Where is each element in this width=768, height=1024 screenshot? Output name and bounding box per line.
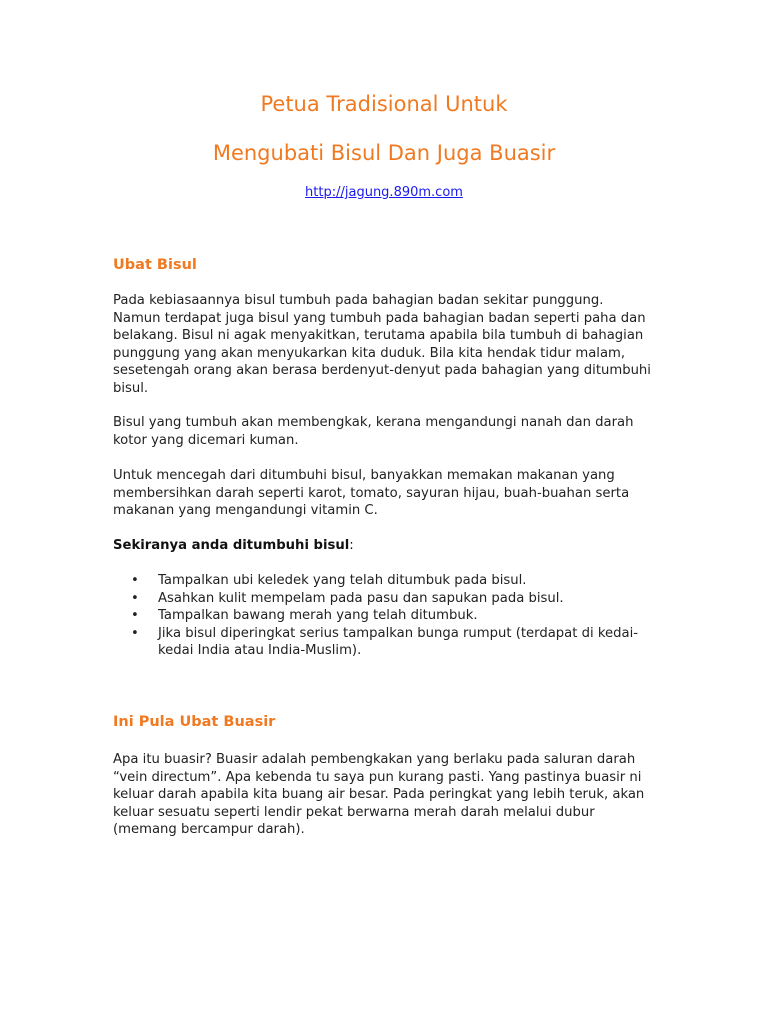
list-item: • Tampalkan ubi keledek yang telah ditumbuk pada bisul. — [131, 572, 661, 590]
section-heading-ubat-buasir: Ini Pula Ubat Buasir — [113, 714, 276, 730]
treatment-subheading — [113, 537, 354, 555]
paragraph-bisul-swelling: Bisul yang tumbuh akan membengkak, kerana mengandungi nanah dan darah kotor yang dicemari kuman. — [113, 415, 634, 448]
list-item: • Tampalkan bawang merah yang telah ditumbuk. — [131, 607, 661, 625]
document-title-line2: Mengubati Bisul Dan Juga Buasir — [212, 141, 556, 165]
paragraph-bisul-prevention: Untuk mencegah dari ditumbuhi bisul, banyakkan memakan makanan yang membersihkan darah seperti karot, tomato, sayuran hijau, buah-buahan serta makanan yang mengandungi vitamin C. — [113, 468, 630, 518]
treatment-subheading-colon: : — [349, 538, 354, 553]
treatment-list — [131, 572, 661, 660]
paragraph-buasir: Apa itu buasir? Buasir adalah pembengkakan yang berlaku pada saluran darah “vein directum”. Apa kebenda tu saya pun kurang pasti. Yang pastinya buasir ni keluar darah apabila kita buang air besar. Pada peringkat yang lebih teruk, akan keluar sesuatu seperti lendir pekat berwarna merah darah melalui dubur (memang bercampur darah). — [113, 752, 645, 837]
website-link[interactable]: http://jagung.890m.com — [305, 185, 463, 200]
section-heading-ubat-bisul: Ubat Bisul — [113, 257, 197, 273]
document-title-line1: Petua Tradisional Untuk — [260, 92, 508, 116]
treatment-subheading-text: Sekiranya anda ditumbuhi bisul — [113, 538, 350, 553]
paragraph-bisul-intro: Pada kebiasaannya bisul tumbuh pada bahagian badan sekitar punggung. Namun terdapat juga bisul yang tumbuh pada bahagian badan seperti paha dan belakang. Bisul ni agak menyakitkan, terutama apabila bila tumbuh di bahagian punggung yang akan menyukarkan kita duduk. Bila kita hendak tidur malam, sesetengah orang akan berasa berdenyut-denyut pada bahagian yang ditumbuhi bisul. — [113, 293, 651, 396]
list-item: • Asahkan kulit mempelam pada pasu dan sapukan pada bisul. — [131, 590, 661, 608]
list-item: • Jika bisul diperingkat serius tampalkan bunga rumput (terdapat di kedai-kedai India atau India-Muslim). — [131, 625, 661, 660]
